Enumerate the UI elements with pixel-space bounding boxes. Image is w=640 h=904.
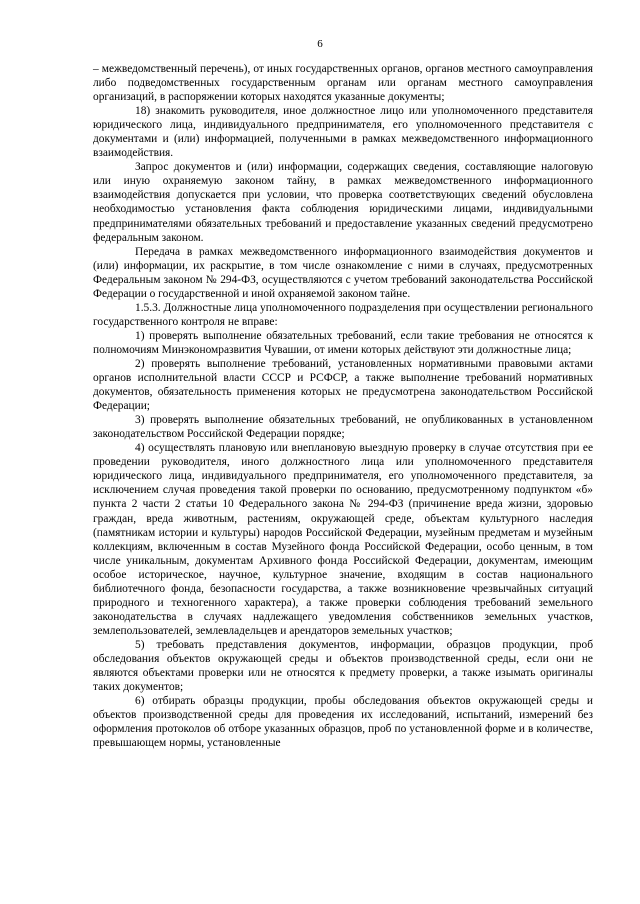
paragraph-transfer: Передача в рамках межведомственного информационного взаимодействия документов и (или) информации, их раскрытие, в том числе ознакомление с ними в случаях, предусмотренных Федеральным законом № 294-ФЗ, осуществляются с учетом требований законодательства Российской Федерации о государственной и иной охраняемой законом тайне. [93, 245, 593, 300]
paragraph-item-18: 18) знакомить руководителя, иное должностное лицо или уполномоченного представителя юридического лица, индивидуального предпринимателя, его уполномоченного представителя с документами и (или) информацией, полученными в рамках межведомственного информационного взаимодействия. [93, 105, 593, 160]
page-number: 6 [317, 38, 323, 50]
paragraph-item-3: 3) проверять выполнение обязательных требований, не опубликованных в установленном законодательством Российской Федерации порядке; [93, 414, 593, 441]
paragraph-item-6: 6) отбирать образцы продукции, пробы обследования объектов окружающей среды и объектов производственной среды для проведения их исследований, испытаний, измерений без оформления протоколов об отборе указанных образцов, проб по установленной форме и в количестве, превышающем нормы, установленные [93, 695, 593, 750]
paragraph-item-4: 4) осуществлять плановую или внеплановую выездную проверку в случае отсутствия при ее проведении руководителя, иного должностного лица или уполномоченного представителя юридического лица, индивидуального предпринимателя, его уполномоченного представителя, за исключением случая проведения такой проверки по основанию, предусмотренному подпунктом «б» пункта 2 части 2 статьи 10 Федерального закона № 294-ФЗ (причинение вреда жизни, здоровью граждан, вреда животным, растениям, окружающей среде, объектам культурного наследия (памятникам истории и культуры) народов Российской Федерации, музейным предметам и музейным коллекциям, включенным в состав Музейного фонда Российской Федерации, особо ценным, в том числе уникальным, документам Архивного фонда Российской Федерации, документам, имеющим особое историческое, научное, культурное значение, входящим в состав национального библиотечного фонда, безопасности государства, а также возникновение чрезвычайных ситуаций природного и техногенного характера), а также проверки соблюдения требований земельного законодательства в случаях надлежащего уведомления собственников земельных участков, землепользователей, землевладельцев и арендаторов земельных участков; [93, 442, 593, 637]
paragraph-item-2: 2) проверять выполнение требований, установленных нормативными правовыми актами органов исполнительной власти СССР и РСФСР, а также выполнение требований нормативных документов, обязательность применения которых не предусмотрена законодательством Российской Федерации; [93, 357, 593, 413]
document-body [93, 62, 593, 750]
paragraph-section-1-5-3: 1.5.3. Должностные лица уполномоченного подразделения при осуществлении регионального государственного контроля не вправе: [93, 301, 593, 328]
paragraph-request-secrecy: Запрос документов и (или) информации, содержащих сведения, составляющие налоговую или иную охраняемую законом тайну, в рамках межведомственного информационного взаимодействия допускается при условии, что проверка соответствующих сведений обусловлена необходимостью установления факта соблюдения юридическими лицами, индивидуальными предпринимателями обязательных требований и предоставление указанных сведений предусмотрено федеральным законом. [93, 161, 593, 244]
paragraph-continuation: – межведомственный перечень), от иных государственных органов, органов местного самоуправления либо подведомственных государственным органам или органам местного самоуправления организаций, в распоряжении которых находятся указанные документы; [93, 63, 593, 104]
paragraph-item-1: 1) проверять выполнение обязательных требований, если такие требования не относятся к полномочиям Минэкономразвития Чувашии, от имени которых действуют эти должностные лица; [93, 329, 593, 356]
paragraph-item-5: 5) требовать представления документов, информации, образцов продукции, проб обследования объектов окружающей среды и объектов производственной среды, если они не являются объектами проверки или не относятся к предмету проверки, а также изымать оригиналы таких документов; [93, 638, 593, 694]
